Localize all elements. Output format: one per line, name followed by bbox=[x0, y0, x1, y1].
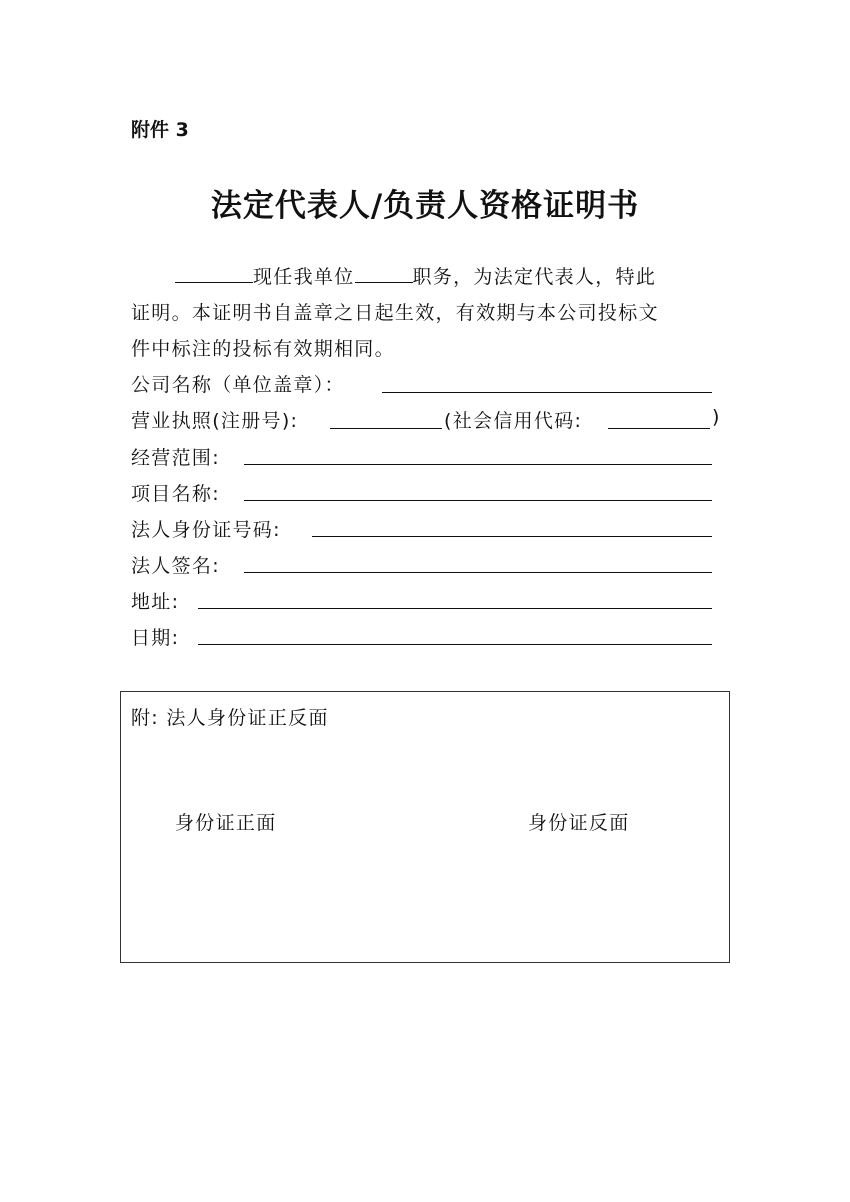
paragraph-line-3: 件中标注的投标有效期相同。 bbox=[131, 338, 395, 360]
company-name-line[interactable] bbox=[382, 392, 712, 393]
attachment-label: 附件 3 bbox=[131, 119, 189, 141]
business-license-label: 营业执照(注册号): bbox=[131, 410, 299, 432]
paragraph-part-2: 职务，为法定代表人，特此 bbox=[412, 266, 657, 288]
credit-code-label: (社会信用代码: bbox=[444, 410, 583, 432]
id-card-front-label: 身份证正面 bbox=[175, 812, 277, 834]
address-label: 地址: bbox=[131, 591, 180, 613]
name-blank[interactable] bbox=[175, 264, 253, 283]
paragraph-line-1 bbox=[131, 262, 731, 289]
legal-signature-label: 法人签名: bbox=[131, 555, 220, 577]
date-line[interactable] bbox=[198, 644, 712, 645]
credit-code-line[interactable] bbox=[608, 428, 710, 429]
business-scope-label: 经营范围: bbox=[131, 447, 220, 469]
legal-id-number-label: 法人身份证号码: bbox=[131, 519, 281, 541]
legal-signature-line[interactable] bbox=[244, 572, 712, 573]
project-name-line[interactable] bbox=[244, 500, 712, 501]
business-scope-line[interactable] bbox=[244, 464, 712, 465]
company-name-label: 公司名称（单位盖章）： bbox=[131, 374, 345, 396]
paragraph-part-1: 现任我单位 bbox=[253, 266, 355, 288]
credit-code-close: ) bbox=[712, 406, 721, 428]
attachment-box-title: 附: 法人身份证正反面 bbox=[131, 707, 329, 729]
id-card-back-label: 身份证反面 bbox=[528, 812, 630, 834]
legal-id-number-line[interactable] bbox=[312, 536, 712, 537]
business-license-line[interactable] bbox=[330, 428, 442, 429]
position-blank[interactable] bbox=[355, 264, 413, 283]
date-label: 日期: bbox=[131, 627, 180, 649]
address-line[interactable] bbox=[198, 608, 712, 609]
project-name-label: 项目名称: bbox=[131, 483, 220, 505]
paragraph-line-2: 证明。本证明书自盖章之日起生效，有效期与本公司投标文 bbox=[131, 302, 659, 324]
document-title: 法定代表人/负责人资格证明书 bbox=[210, 188, 640, 224]
